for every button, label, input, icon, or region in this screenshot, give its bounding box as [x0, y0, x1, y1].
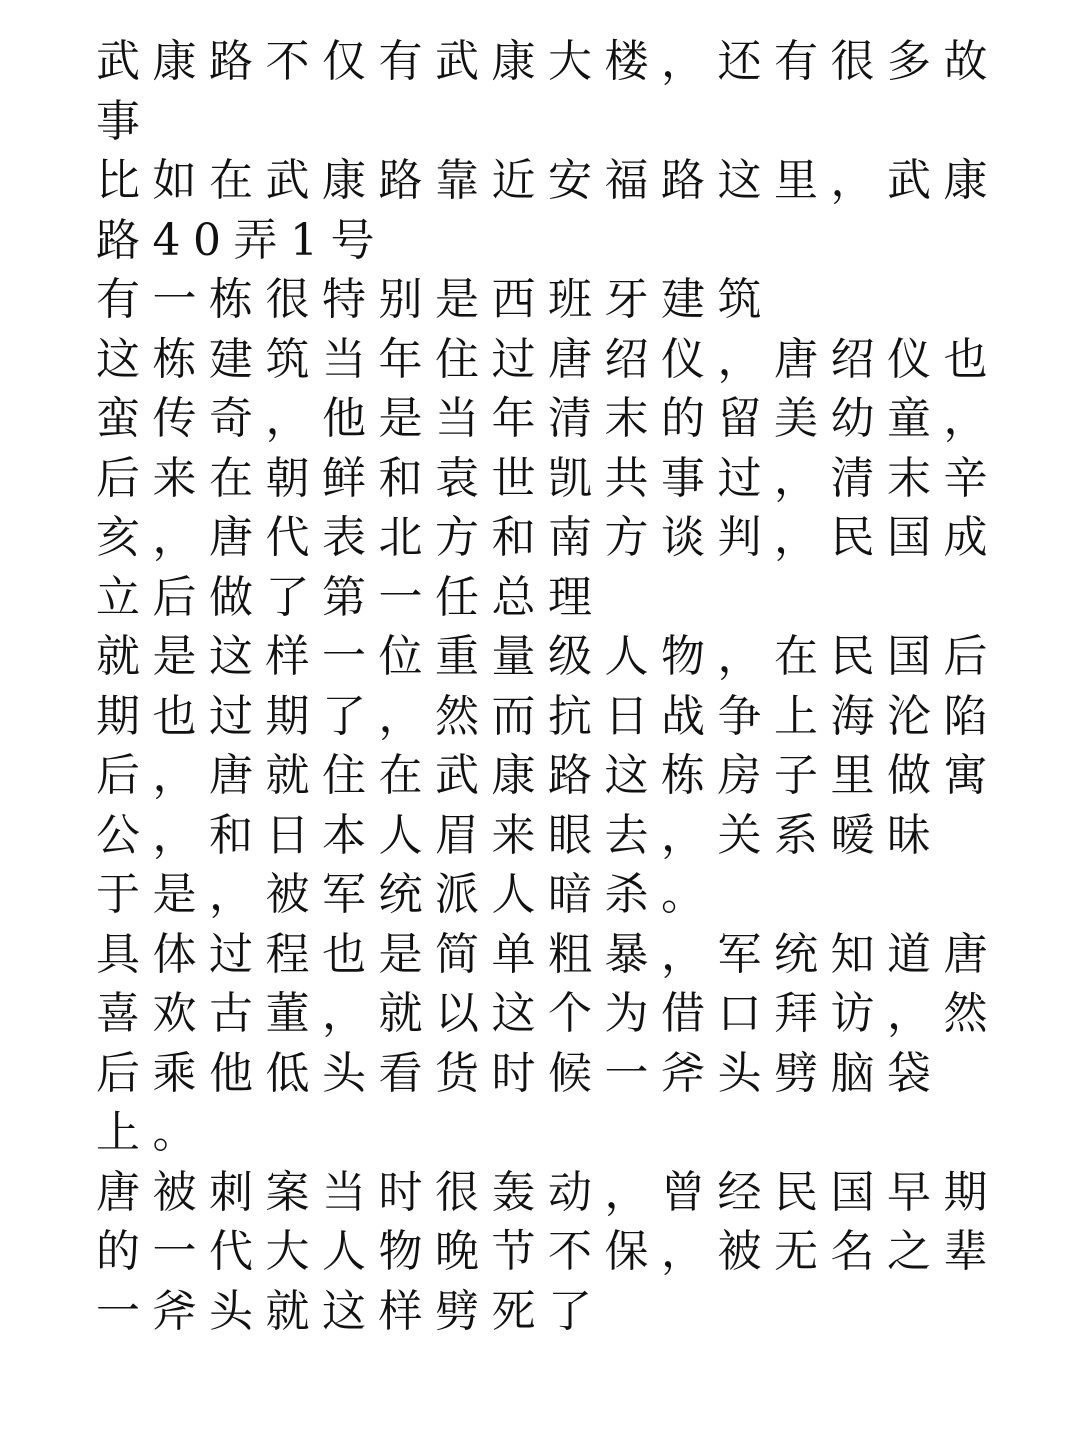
text-line: 有一栋很特别是西班牙建筑 [96, 274, 774, 325]
text-line: 公，和日本人眉来眼去，关系暧昧 [96, 809, 944, 861]
text-line: 期也过期了，然而抗日战争上海沦陷 [96, 690, 1000, 742]
text-line: 立后做了第一任总理 [96, 571, 605, 623]
handwritten-text-body [96, 32, 1000, 1341]
text-line: 唐被刺案当时很轰动，曾经民国早期 [96, 1166, 1000, 1218]
text-line: 于是，被军统派人暗杀。 [96, 869, 718, 920]
text-line: 比如在武康路靠近安福路这里，武康 [96, 155, 1000, 206]
text-line: 蛮传奇，他是当年清末的留美幼童， [96, 393, 1000, 444]
text-line: 具体过程也是简单粗暴，军统知道唐 [96, 928, 1000, 980]
text-line: 一斧头就这样劈死了 [96, 1285, 605, 1337]
text-line: 后乘他低头看货时候一斧头劈脑袋 [96, 1047, 944, 1099]
text-line: 喜欢古董，就以这个为借口拜访，然 [96, 988, 1000, 1039]
text-line: 后，唐就住在武康路这栋房子里做寓 [96, 750, 1000, 801]
text-line: 的一代大人物晚节不保，被无名之辈 [96, 1226, 1000, 1277]
text-line: 就是这样一位重量级人物，在民国后 [96, 631, 1000, 682]
text-line: 这栋建筑当年住过唐绍仪，唐绍仪也 [96, 333, 1000, 385]
text-line: 路40弄1号 [96, 214, 387, 266]
text-line: 后来在朝鲜和袁世凯共事过，清末辛 [96, 452, 1000, 504]
text-line: 上。 [96, 1107, 209, 1158]
text-line: 亥，唐代表北方和南方谈判，民国成 [96, 512, 1000, 563]
text-line: 武康路不仅有武康大楼，还有很多故 [96, 36, 1000, 87]
text-line: 事 [96, 95, 153, 147]
